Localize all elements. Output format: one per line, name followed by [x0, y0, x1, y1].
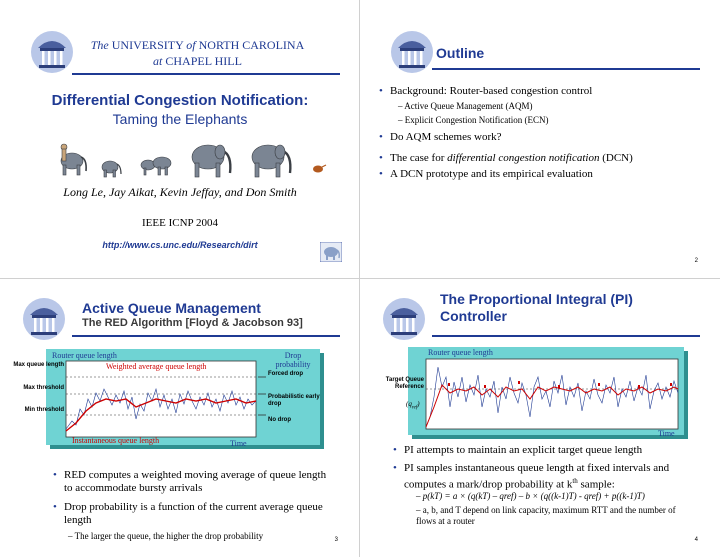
slide-4	[360, 279, 720, 557]
bullet: • A DCN prototype and its empirical evaluation	[379, 168, 593, 180]
slide-title: Active Queue Management	[82, 300, 261, 316]
figure-label: Max threshold	[23, 385, 64, 391]
project-url[interactable]: http://www.cs.unc.edu/Research/dirt	[102, 240, 258, 250]
authors: Long Le, Jay Aikat, Kevin Jeffay, and Don Smith	[63, 185, 297, 199]
old-well-logo-icon	[22, 297, 66, 341]
figure-label: Target Queue Reference	[385, 377, 424, 390]
bullet: • Do AQM schemes work?	[379, 131, 502, 143]
figure-label: Router queue length	[52, 351, 117, 360]
title-rule	[72, 73, 340, 75]
sub-bullet: – a, b, and T depend on link capacity, maximum RTT and the number of flows at a router	[416, 505, 676, 526]
sub-bullet: – Active Queue Management (AQM)	[398, 101, 533, 111]
slide-title: The Proportional Integral (PI) Controller	[440, 291, 633, 324]
figure-label: Time	[230, 439, 247, 448]
figure-label: Weighted average queue length	[106, 362, 207, 371]
elephant-sequence-icon	[50, 133, 330, 179]
figure-label: $(q_{ref})$	[406, 400, 420, 411]
figure-label: Instantaneous queue length	[72, 436, 160, 445]
figure-label: Drop probability	[275, 351, 311, 369]
pi-queue-plot	[408, 347, 684, 435]
red-figure	[13, 349, 324, 449]
figure-label: Time	[658, 429, 675, 438]
figure-label: Probabilistic early drop	[268, 394, 320, 407]
old-well-logo-icon	[390, 30, 434, 74]
bullet: • PI attempts to maintain an explicit target queue length	[393, 444, 643, 456]
old-well-logo-icon	[30, 30, 74, 74]
slide-1	[0, 0, 360, 278]
pi-figure	[385, 347, 688, 439]
paper-title: Differential Congestion Notification: Taming the Elephants	[51, 92, 309, 127]
page-number: 3	[334, 537, 338, 543]
bullet: • Background: Router-based congestion control	[379, 85, 593, 97]
title-rule	[72, 335, 340, 337]
figure-label: No drop	[268, 417, 291, 423]
figure-label: Forced drop	[268, 371, 304, 377]
bullet: • RED computes a weighted moving average of queue length to accommodate bursty arrivals	[53, 469, 327, 494]
slide-2	[360, 0, 720, 278]
bullet: • The case for differential congestion notification (DCN)	[379, 152, 633, 164]
university-name: The UNIVERSITY of NORTH CAROLINA at CHAPEL HILL	[90, 38, 305, 68]
title-rule	[432, 68, 700, 70]
figure-label: Max queue length	[13, 362, 64, 368]
small-elephant-icon	[320, 242, 342, 262]
venue: IEEE ICNP 2004	[142, 217, 218, 229]
bullet: • Drop probability is a function of the current average queue length	[53, 501, 323, 526]
bullet: • PI samples instantaneous queue length at fixed intervals and computes a mark/drop probability at $k^{th}$ sample:	[393, 462, 670, 491]
page-number: 4	[694, 537, 698, 543]
slide-subtitle: The RED Algorithm [Floyd & Jacobson 93]	[82, 317, 303, 329]
page-number: 2	[694, 258, 698, 264]
sub-bullet: – Explicit Congestion Notification (ECN)	[398, 115, 549, 125]
sub-bullet: – The larger the queue, the higher the drop probability	[68, 531, 264, 541]
figure-label: Router queue length	[428, 348, 493, 357]
slide-title: Outline	[436, 45, 485, 61]
formula: – p(kT) = a × (q(kT) – qref) – b × (q((k-1)T) - qref) + p((k-1)T)	[416, 491, 645, 501]
old-well-logo-icon	[382, 297, 426, 341]
figure-label: Min threshold	[24, 407, 64, 413]
title-rule	[432, 335, 700, 337]
slide-3	[0, 279, 360, 557]
